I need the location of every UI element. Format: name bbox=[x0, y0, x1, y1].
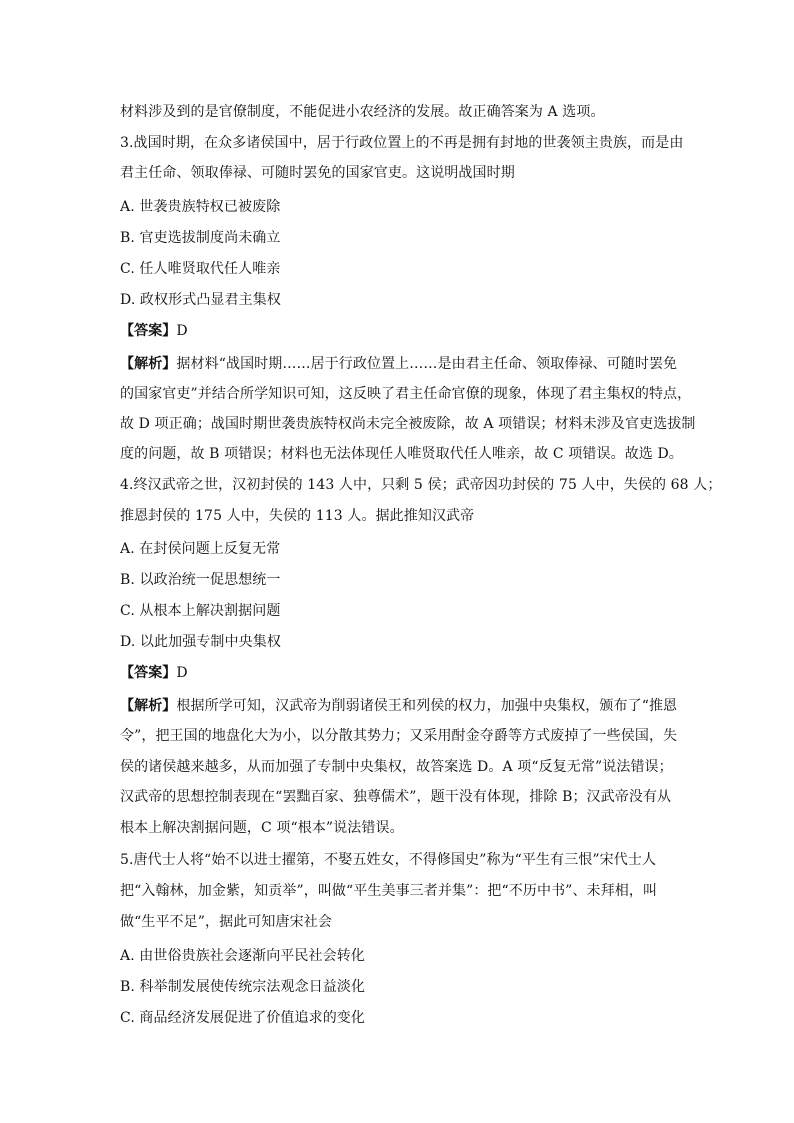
question-5-stem-cont: 把“入翰林，加金紫，知贡举”，叫做“平生美事三者并集”：把“不历中书”、未拜相，叫 bbox=[120, 883, 658, 899]
question-3-option-d: D. 政权形式凸显君主集权 bbox=[120, 292, 281, 308]
question-3-option-b: B. 官吏选拔制度尚未确立 bbox=[120, 230, 281, 246]
answer-value: D bbox=[176, 323, 188, 339]
question-3-explanation-cont: 的国家官吏”并结合所学知识可知，这反映了君主任命官僚的现象，体现了君主集权的特点， bbox=[120, 386, 692, 402]
question-4-option-b: B. 以政治统一促思想统一 bbox=[120, 572, 281, 588]
question-3-stem-cont: 君主任命、领取俸禄、可随时罢免的国家官吏。这说明战国时期 bbox=[120, 165, 515, 181]
question-4-explanation-cont: 令”，把王国的地盘化大为小，以分散其势力；又采用酎金夺爵等方式废掉了一些侯国，失 bbox=[120, 728, 678, 744]
question-3-answer bbox=[120, 321, 680, 341]
question-4-option-c: C. 从根本上解决割据问题 bbox=[120, 603, 281, 619]
question-3-explanation-cont: 度的问题，故 B 项错误；材料也无法体现任人唯贤取代任人唯亲，故 C 项错误。故选 D。 bbox=[120, 446, 683, 462]
question-4-explanation-cont: 根本上解决割据问题，C 项“根本”说法错误。 bbox=[120, 820, 404, 836]
question-4-option-d: D. 以此加强专制中央集权 bbox=[120, 634, 281, 650]
question-4-explanation bbox=[120, 696, 680, 716]
question-4-stem: 4.终汉武帝之世，汉初封侯的 143 人中，只剩 5 侯；武帝因功封侯的 75 人中，失侯的 68 人； bbox=[120, 477, 722, 493]
answer-tag: 【答案】 bbox=[120, 323, 177, 339]
question-5-option-c: C. 商品经济发展促进了价值追求的变化 bbox=[120, 1010, 366, 1026]
question-4-explanation-cont: 汉武帝的思想控制表现在“罢黜百家、独尊儒术”，题干没有体现，排除 B；汉武帝没有从 bbox=[120, 789, 672, 805]
question-5-option-a: A. 由世俗贵族社会逐渐向平民社会转化 bbox=[120, 948, 365, 964]
question-4-answer bbox=[120, 663, 680, 683]
text-line: 材料涉及到的是官僚制度，不能促进小农经济的发展。故正确答案为 A 选项。 bbox=[120, 104, 605, 120]
question-3-explanation-cont: 故 D 项正确；战国时期世袭贵族特权尚未完全被废除，故 A 项错误；材料未涉及官吏选拔制 bbox=[120, 416, 696, 432]
question-5-option-b: B. 科举制发展使传统宗法观念日益淡化 bbox=[120, 979, 366, 995]
question-3-option-a: A. 世袭贵族特权已被废除 bbox=[120, 199, 281, 215]
explanation-tag: 【解析】 bbox=[120, 698, 177, 714]
question-5-stem: 5.唐代士人将“始不以进士擢第，不娶五姓女，不得修国史”称为“平生有三恨”宋代士人 bbox=[120, 852, 657, 868]
question-3-explanation bbox=[120, 354, 680, 374]
answer-value: D bbox=[176, 665, 188, 681]
explanation-text: 根据所学可知，汉武帝为削弱诸侯王和列侯的权力，加强中央集权，颁布了“推恩 bbox=[176, 698, 678, 714]
question-3-option-c: C. 任人唯贤取代任人唯亲 bbox=[120, 261, 281, 277]
answer-tag: 【答案】 bbox=[120, 665, 177, 681]
explanation-tag: 【解析】 bbox=[120, 356, 177, 372]
question-4-explanation-cont: 侯的诸侯越来越多，从而加强了专制中央集权，故答案选 D。A 项“反复无常”说法错误； bbox=[120, 759, 673, 775]
question-4-option-a: A. 在封侯问题上反复无常 bbox=[120, 541, 281, 557]
question-3-stem: 3.战国时期，在众多诸侯国中，居于行政位置上的不再是拥有封地的世袭领主贵族，而是由 bbox=[120, 135, 684, 151]
question-4-stem-cont: 推恩封侯的 175 人中，失侯的 113 人。据此推知汉武帝 bbox=[120, 508, 475, 524]
explanation-text: 据材料“战国时期……居于行政位置上……是由君主任命、领取俸禄、可随时罢免 bbox=[176, 356, 678, 372]
question-5-stem-cont: 做“生平不足”，据此可知唐宋社会 bbox=[120, 914, 332, 930]
